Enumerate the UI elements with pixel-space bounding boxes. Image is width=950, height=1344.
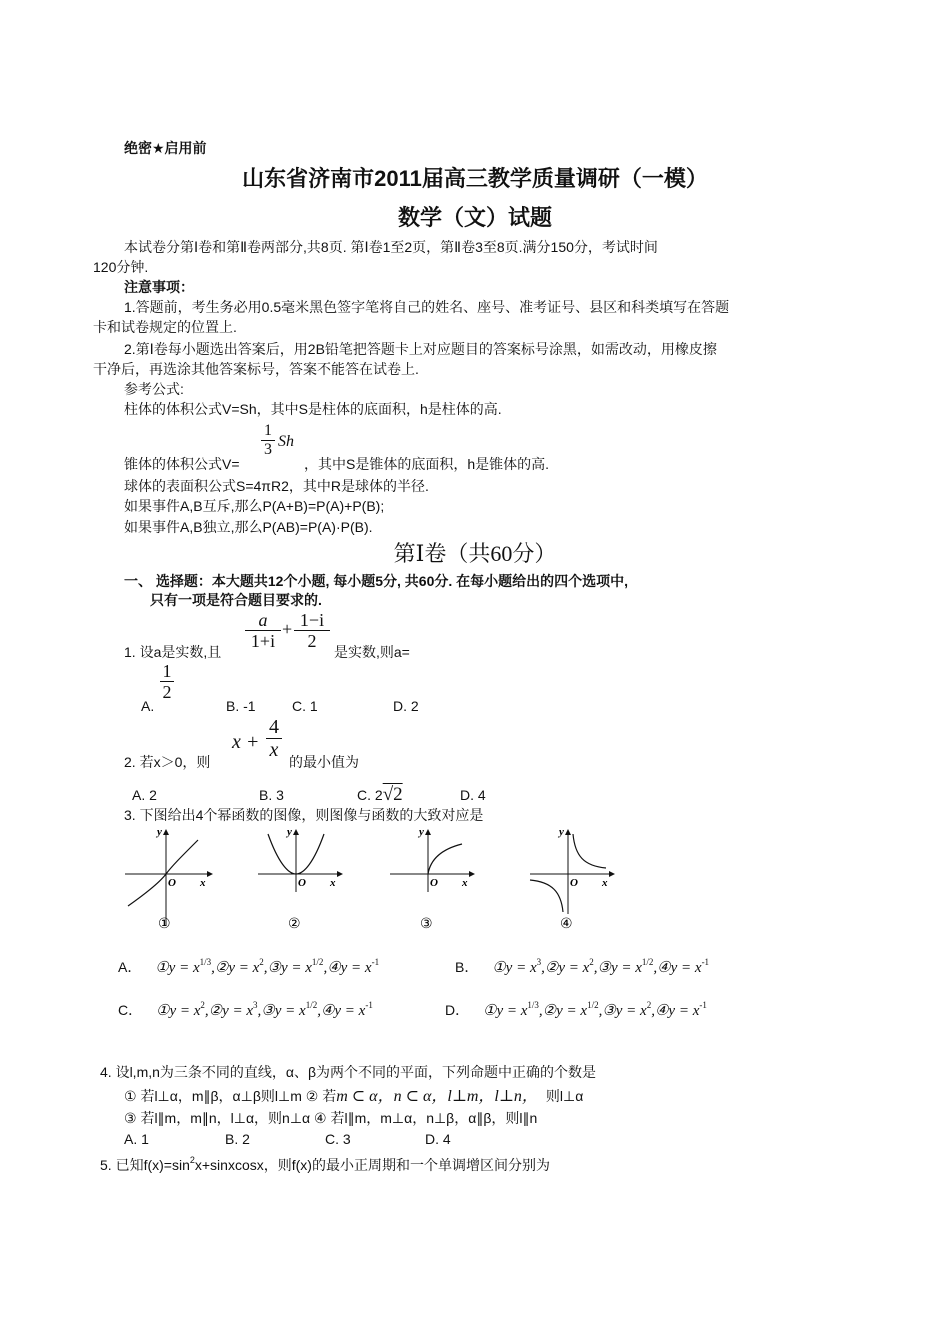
q2-post: 的最小值为 <box>289 754 359 770</box>
graph-3 <box>382 822 482 934</box>
notice-1a: 1.答题前，考生务必用0.5毫米黑色签字笔将自己的姓名、座号、准考证号、县区和科类填写在答题 <box>124 299 730 315</box>
q2-option-d: D. 4 <box>460 787 486 803</box>
graph-1 <box>120 822 220 934</box>
q3-option-d <box>445 1000 707 1020</box>
q3-option-b-expr <box>492 957 710 976</box>
section-heading-a: 一、 选择题：本大题共12个小题, 每小题5分, 共60分. 在每小题给出的四个选项中, <box>124 573 629 589</box>
q2-expr-x: x + <box>232 731 260 753</box>
q3-a-t1: ,②y = x <box>211 960 260 976</box>
q2-option-c-pre: C. 2 <box>357 787 383 803</box>
q1-option-c: C. 1 <box>292 698 318 714</box>
q3-a-e0: 1/3 <box>199 957 212 967</box>
formula-prism: 柱体的体积公式V=Sh，其中S是柱体的底面积，h是柱体的高. <box>124 401 502 417</box>
q3-option-a <box>118 957 379 977</box>
q4-option-b: B. 2 <box>225 1131 250 1147</box>
q4-option-c: C. 3 <box>325 1131 351 1147</box>
section-heading-b: 只有一项是符合题目要求的. <box>150 592 322 608</box>
q3-c-e3: -1 <box>365 1000 373 1010</box>
q3-b-t0: ①y = x <box>492 960 537 976</box>
q3-c-t3: ,④y = x <box>317 1003 366 1019</box>
q3-d-t0: ①y = x <box>483 1003 528 1019</box>
q3-a-e3: -1 <box>371 957 380 967</box>
cone-frac-tail: Sh <box>278 433 294 450</box>
q2-option-c-radical: √2 <box>382 784 403 805</box>
graph-3-label: ③ <box>420 916 433 932</box>
q1-f2-den: 2 <box>307 631 317 651</box>
graph-3-curve <box>428 844 462 874</box>
q3-d-e2: 2 <box>646 1000 652 1010</box>
notice-label: 注意事项： <box>124 279 194 295</box>
q3-c-t0: ①y = x <box>156 1003 201 1019</box>
notice-2a: 2.第Ⅰ卷每小题选出答案后，用2B铅笔把答题卡上对应题目的答案标号涂黑，如需改动，用橡皮擦 <box>124 341 717 357</box>
q3-option-d-expr <box>483 1000 707 1019</box>
q3-option-a-label: A． <box>118 959 142 975</box>
q3-option-d-label: D． <box>445 1002 470 1018</box>
formula-cone-pre: 锥体的体积公式V= <box>124 456 240 472</box>
q3-c-e2: 1/2 <box>305 1000 318 1010</box>
graph-1-origin: O <box>168 877 176 889</box>
q5-question <box>100 1151 550 1174</box>
q4-line3: ③ 若l∥m，m∥n，l⊥α，则n⊥α ④ 若l∥m，m⊥α，n⊥β，α∥β，则l∥n <box>124 1110 538 1126</box>
graph-1-curve <box>128 840 198 906</box>
q3-option-c <box>118 1000 373 1020</box>
q4-line2-b: m ⊂ α，n ⊂ α，l⊥m，l⊥n， <box>336 1088 538 1105</box>
q3-d-t2: ,③y = x <box>598 1003 647 1019</box>
formula-cone-post: ，其中S是锥体的底面积，h是锥体的高. <box>304 456 550 472</box>
exam-title: 山东省济南市2011届高三教学质量调研（一模） <box>242 166 708 191</box>
q1-option-a-fraction <box>160 661 174 702</box>
q2-frac-num: 4 <box>269 716 279 738</box>
q1-option-d: D. 2 <box>393 698 419 714</box>
graph-3-origin: O <box>430 877 438 889</box>
q3-d-e1: 1/2 <box>587 1000 599 1010</box>
q5-post: x+sinxcosx，则f(x)的最小正周期和一个单调增区间分别为 <box>194 1157 550 1173</box>
q3-a-e2: 1/2 <box>311 957 324 967</box>
q3-d-e3: -1 <box>699 1000 707 1010</box>
q2-option-c <box>357 786 403 804</box>
q5-sup: 2 <box>189 1155 195 1165</box>
graph-3-y-label: y <box>419 826 424 838</box>
graph-2-label: ② <box>288 916 301 932</box>
graph-2-y-label: y <box>287 826 292 838</box>
q2-option-a: A. 2 <box>132 787 157 803</box>
exam-subtitle: 数学（文）试题 <box>397 205 552 230</box>
q3-option-a-expr <box>155 957 380 976</box>
formula-sphere: 球体的表面积公式S=4πR2，其中R是球体的半径. <box>124 478 429 494</box>
q4-line2-c: 则l⊥α <box>545 1088 584 1104</box>
q2-option-b: B. 3 <box>259 787 284 803</box>
q3-c-t1: ,②y = x <box>204 1003 254 1019</box>
q1-option-b: B. -1 <box>226 698 256 714</box>
q3-a-e1: 2 <box>259 957 264 967</box>
q1-plus: + <box>282 619 293 639</box>
cone-fraction <box>261 422 275 459</box>
q3-b-e2: 1/2 <box>641 957 654 967</box>
q2-pre: 2. 若x＞0，则 <box>124 754 211 770</box>
q3-b-e0: 3 <box>536 957 542 967</box>
q3-c-t2: ,③y = x <box>257 1003 306 1019</box>
q3-d-t1: ,②y = x <box>538 1003 588 1019</box>
intro-line1: 本试卷分第Ⅰ卷和第Ⅱ卷两部分,共8页. 第Ⅰ卷1至2页，第Ⅱ卷3至8页.满分150分，考试时间 <box>124 239 658 255</box>
q3-option-c-expr <box>156 1000 373 1019</box>
q1-f2-num: 1−i <box>299 610 325 630</box>
secret-label: 绝密★启用前 <box>124 140 207 156</box>
graph-3-x-label: x <box>462 877 468 889</box>
cone-frac-num: 1 <box>264 422 272 439</box>
q1-fraction-2 <box>294 610 330 651</box>
q3-a-t3: ,④y = x <box>323 960 372 976</box>
graph-1-label: ① <box>158 916 171 932</box>
q3-b-t3: ,④y = x <box>653 960 702 976</box>
q1-pre: 1. 设a是实数,且 <box>124 644 222 660</box>
formula-independent: 如果事件A,B独立,那么P(AB)=P(A)·P(B). <box>124 519 373 535</box>
q3-c-e1: 3 <box>253 1000 258 1010</box>
intro-line2: 120分钟. <box>93 259 149 275</box>
q3-option-b <box>455 957 709 977</box>
graph-4-curve-left <box>530 880 563 912</box>
q3-option-b-label: B． <box>455 959 479 975</box>
graph-4-label: ④ <box>560 916 573 932</box>
q3-b-t2: ,③y = x <box>593 960 642 976</box>
q1-f1-num: a <box>258 610 268 630</box>
q2-fraction <box>266 716 282 761</box>
graph-4-curve-right <box>573 834 606 868</box>
q1-fraction-1 <box>245 610 281 651</box>
formula-label: 参考公式: <box>124 381 184 397</box>
q3-d-t3: ,④y = x <box>651 1003 700 1019</box>
q3-b-e1: 2 <box>589 957 594 967</box>
graph-2-origin: O <box>298 877 306 889</box>
q2-frac-den: x <box>269 739 279 761</box>
notice-1b: 卡和试卷规定的位置上. <box>93 319 237 335</box>
q1-optA-num: 1 <box>162 661 172 681</box>
graph-1-x-label: x <box>200 877 206 889</box>
q3-d-e0: 1/3 <box>527 1000 539 1010</box>
q3-b-e3: -1 <box>701 957 710 967</box>
q3-c-e0: 2 <box>200 1000 205 1010</box>
q3-a-t0: ①y = x <box>155 960 200 976</box>
q1-f1-den: 1+i <box>250 631 276 651</box>
q4-line2 <box>124 1087 583 1106</box>
notice-2b: 干净后，再选涂其他答案标号，答案不能答在试卷上. <box>93 361 419 377</box>
graph-4-x-label: x <box>602 877 608 889</box>
q1-post: 是实数,则a= <box>334 644 410 660</box>
graph-4-y-label: y <box>559 826 564 838</box>
graph-4 <box>522 822 622 934</box>
q3-b-t1: ,②y = x <box>541 960 590 976</box>
q3-a-t2: ,③y = x <box>263 960 312 976</box>
q4-option-d: D. 4 <box>425 1131 451 1147</box>
q4-line2-a: ① 若l⊥α，m∥β，α⊥β则l⊥m ② 若 <box>124 1088 337 1104</box>
q1-optA-den: 2 <box>162 682 172 702</box>
formula-exclusive: 如果事件A,B互斥,那么P(A+B)=P(A)+P(B); <box>124 498 385 514</box>
q3-option-c-label: C． <box>118 1002 143 1018</box>
graph-1-y-label: y <box>157 826 162 838</box>
cone-frac-den: 3 <box>264 441 272 458</box>
q5-pre: 5. 已知f(x)=sin <box>100 1157 190 1173</box>
q4-option-a: A. 1 <box>124 1131 149 1147</box>
part1-title: 第Ⅰ卷（共60分） <box>393 541 557 566</box>
graph-2-x-label: x <box>330 877 336 889</box>
q1-option-a-label: A. <box>141 698 155 714</box>
q3-question: 3. 下图给出4个幂函数的图像，则图像与函数的大致对应是 <box>124 807 484 823</box>
graph-2 <box>250 822 350 934</box>
q4-question: 4. 设l,m,n为三条不同的直线，α、β为两个不同的平面，下列命题中正确的个数是 <box>100 1064 597 1080</box>
graph-4-origin: O <box>570 877 578 889</box>
